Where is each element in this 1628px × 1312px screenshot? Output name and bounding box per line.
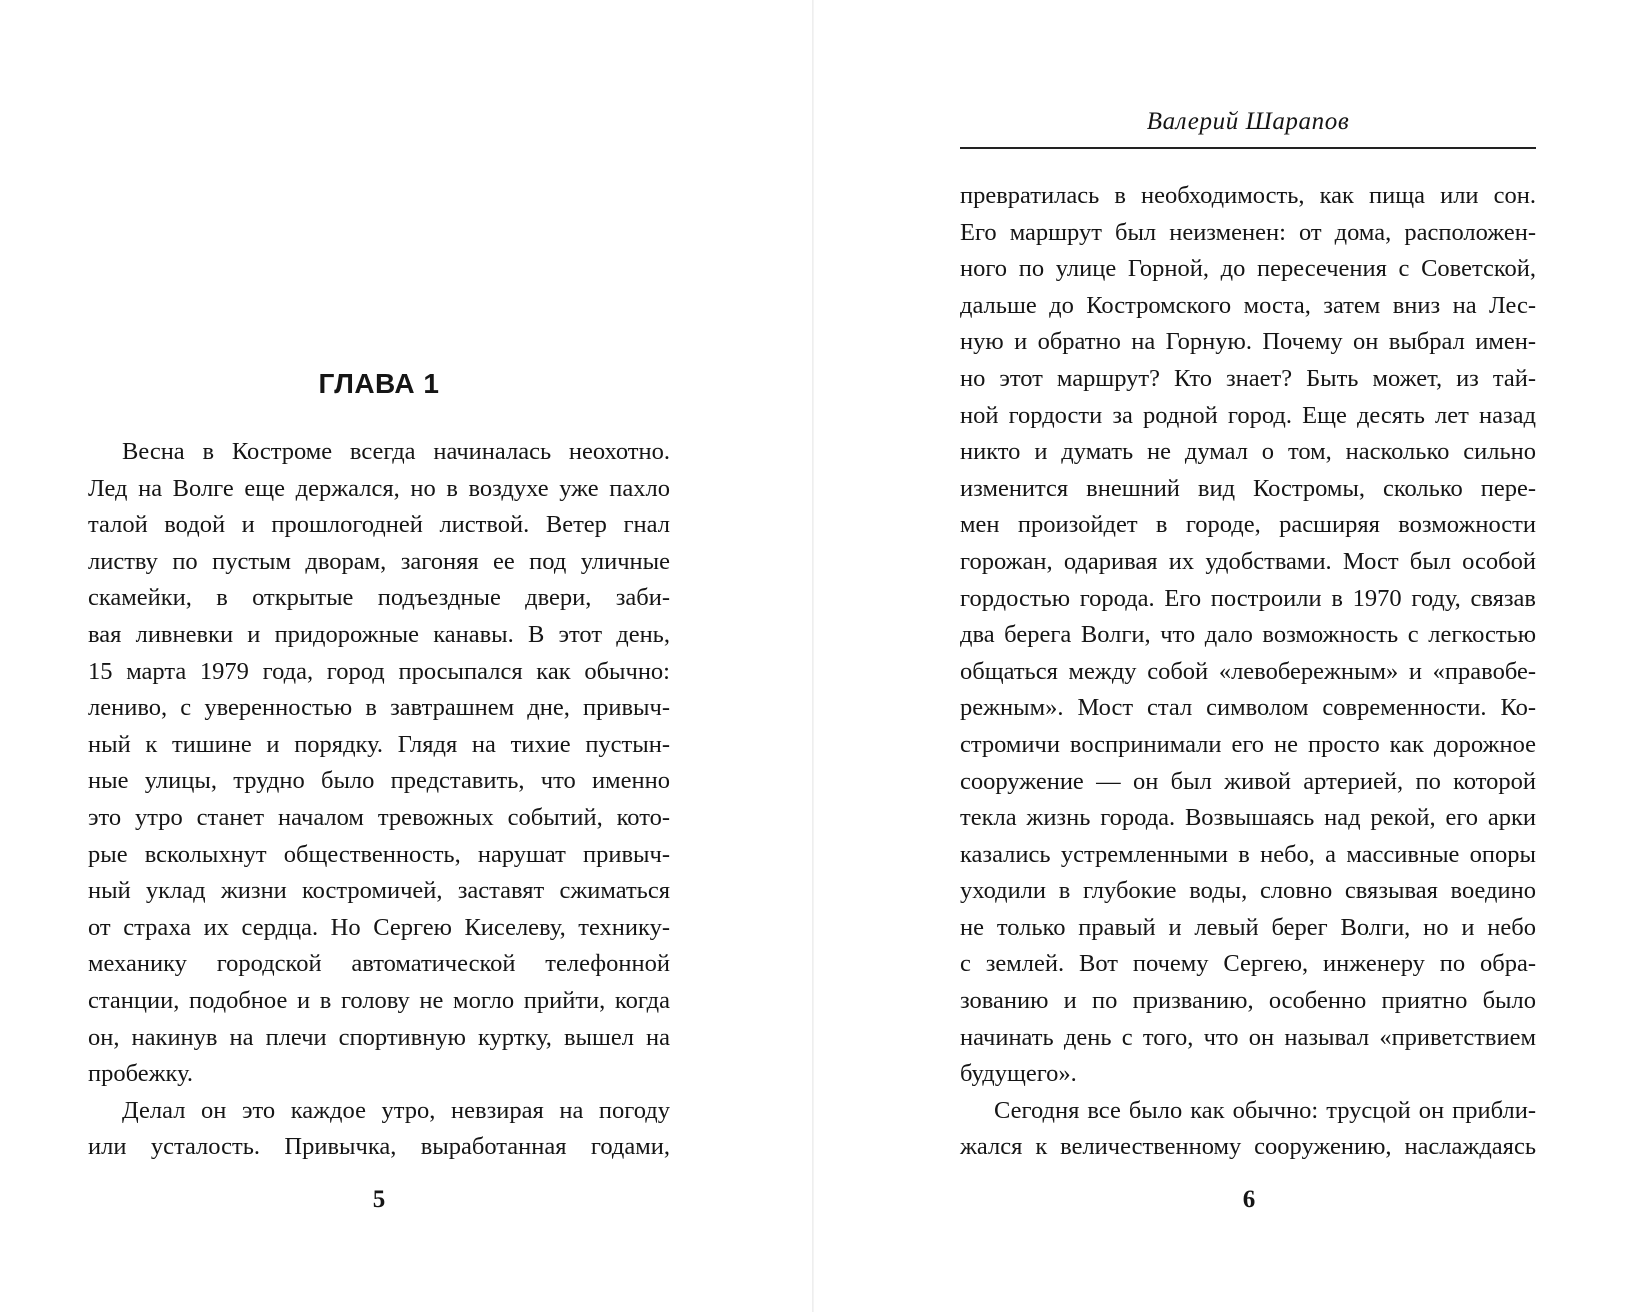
left-page-text (88, 434, 670, 1166)
text-line: Его маршрут был неизменен: от дома, расположен- (960, 218, 1536, 246)
text-line: мен произойдет в городе, расширяя возможности (960, 511, 1536, 539)
text-line: общаться между собой «левобережным» и «правобе- (960, 657, 1536, 685)
text-line: ной гордости за родной город. Еще десять лет назад (960, 401, 1536, 429)
book-gutter (812, 0, 814, 1312)
text-line: стромичи воспринимали его не просто как дорожное (960, 730, 1536, 758)
text-line: ные улицы, трудно было представить, что именно (88, 767, 670, 795)
text-line: вая ливневки и придорожные канавы. В этот день, (88, 620, 670, 648)
text-line: Делал он это каждое утро, невзирая на погоду (122, 1096, 670, 1124)
text-line: гордостью города. Его построили в 1970 году, связав (960, 584, 1536, 612)
text-line: это утро станет началом тревожных событий, кото- (88, 803, 670, 831)
text-line: станции, подобное и в голову не могло прийти, когда (88, 986, 670, 1014)
text-line: он, накинув на плечи спортивную куртку, вышел на (88, 1023, 670, 1051)
text-line: или усталость. Привычка, выработанная годами, (88, 1133, 670, 1161)
text-line: горожан, одаривая их удобствами. Мост был особой (960, 547, 1536, 575)
text-line: режным». Мост стал символом современности. Ко- (960, 694, 1536, 722)
text-line: Весна в Костроме всегда начиналась неохотно. (122, 438, 670, 465)
text-line: превратилась в необходимость, как пища или сон. (960, 182, 1536, 209)
text-line: ный к тишине и порядку. Глядя на тихие пустын- (88, 730, 670, 758)
right-page-text (960, 178, 1536, 1166)
text-line: сооружение — он был живой артерией, по которой (960, 767, 1536, 795)
text-line: с землей. Вот почему Сергею, инженеру по обра- (960, 950, 1536, 978)
text-line: ного по улице Горной, до пересечения с Советской, (960, 255, 1536, 283)
text-line: Сегодня все было как обычно: трусцой он прибли- (994, 1096, 1536, 1124)
text-line: пробежку. (88, 1060, 194, 1088)
text-line: зованию и по призванию, особенно приятно было (960, 987, 1536, 1015)
text-line: механику городской автоматической телефонной (88, 950, 670, 978)
text-line: начинать день с того, что он называл «приветствием (960, 1023, 1536, 1051)
text-line: дальше до Костромского моста, затем вниз на Лес- (960, 291, 1536, 319)
page-number-right: 6 (1242, 1186, 1256, 1213)
text-line: текла жизнь города. Возвышаясь над рекой, его арки (960, 804, 1536, 832)
text-line: казались устремленными в небо, а массивные опоры (960, 840, 1536, 868)
text-line: скамейки, в открытые подъездные двери, заби- (88, 584, 670, 612)
running-head-rule (960, 147, 1536, 149)
text-line: никто и думать не думал о том, насколько сильно (960, 438, 1536, 466)
text-line: талой водой и прошлогодней листвой. Ветер гнал (88, 511, 670, 539)
text-line: ный уклад жизни костромичей, заставят сжиматься (88, 877, 670, 905)
text-line: но этот маршрут? Кто знает? Быть может, из тай- (960, 364, 1536, 392)
text-line: не только правый и левый берег Волги, но и небо (960, 913, 1536, 941)
page-number-left: 5 (372, 1186, 386, 1213)
chapter-title: ГЛАВА 1 (318, 368, 440, 399)
text-line: ную и обратно на Горную. Почему он выбрал имен- (960, 328, 1536, 356)
text-line: жался к величественному сооружению, наслаждаясь (960, 1133, 1536, 1161)
text-line: от страха их сердца. Но Сергею Киселеву, технику- (88, 913, 670, 941)
text-line: лениво, с уверенностью в завтрашнем дне, привыч- (88, 694, 670, 722)
text-line: изменится внешний вид Костромы, сколько пере- (960, 474, 1536, 502)
text-line: рые всколыхнут общественность, нарушат привыч- (88, 840, 670, 868)
text-line: уходили в глубокие воды, словно связывая воедино (960, 877, 1536, 905)
text-line: Лед на Волге еще держался, но в воздухе уже пахло (88, 474, 670, 502)
text-line: будущего». (960, 1060, 1077, 1088)
running-head-author: Валерий Шарапов (1146, 108, 1350, 135)
text-line: два берега Волги, что дало возможность с легкостью (960, 621, 1536, 649)
text-line: листву по пустым дворам, загоняя ее под уличные (88, 547, 670, 575)
text-line: 15 марта 1979 года, город просыпался как обычно: (88, 657, 670, 685)
